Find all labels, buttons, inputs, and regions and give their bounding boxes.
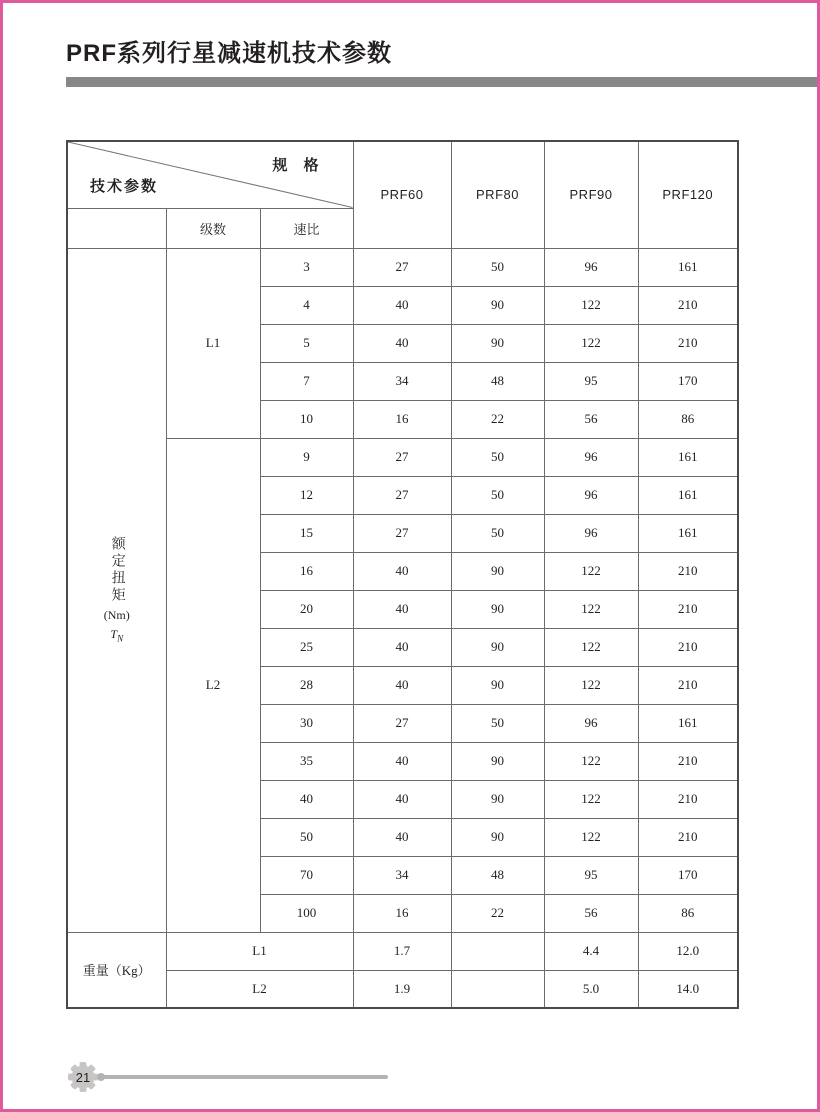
value-cell: 40: [353, 286, 451, 324]
ratio-cell: 5: [260, 324, 353, 362]
value-cell: 90: [451, 590, 544, 628]
page-number: 21: [75, 1070, 91, 1085]
value-cell: 40: [353, 742, 451, 780]
value-cell: 210: [638, 324, 738, 362]
torque-symbol: $T_N$: [110, 627, 124, 644]
ratio-cell: 35: [260, 742, 353, 780]
ratio-cell: 9: [260, 438, 353, 476]
value-cell: 210: [638, 818, 738, 856]
value-cell: 48: [451, 856, 544, 894]
ratio-cell: 28: [260, 666, 353, 704]
ratio-cell: 25: [260, 628, 353, 666]
column-header-prf90: PRF90: [544, 141, 638, 248]
value-cell: 50: [451, 476, 544, 514]
value-cell: 27: [353, 248, 451, 286]
value-cell: 122: [544, 628, 638, 666]
value-cell: 210: [638, 780, 738, 818]
value-cell: 96: [544, 438, 638, 476]
ratio-cell: 16: [260, 552, 353, 590]
ratio-cell: 15: [260, 514, 353, 552]
column-header-prf80: PRF80: [451, 141, 544, 248]
value-cell: 40: [353, 780, 451, 818]
value-cell: 95: [544, 362, 638, 400]
value-cell: 96: [544, 248, 638, 286]
stage-cell: L2: [166, 438, 260, 932]
gear-icon: [67, 1061, 99, 1093]
weight-value-cell: 1.9: [353, 970, 451, 1008]
value-cell: 27: [353, 704, 451, 742]
value-cell: 161: [638, 476, 738, 514]
weight-value-cell: 1.7: [353, 932, 451, 970]
ratio-cell: 30: [260, 704, 353, 742]
weight-value-cell: 5.0: [544, 970, 638, 1008]
value-cell: 90: [451, 286, 544, 324]
value-cell: 122: [544, 590, 638, 628]
torque-label: [68, 536, 166, 643]
ratio-cell: 4: [260, 286, 353, 324]
value-cell: 50: [451, 438, 544, 476]
empty-header-cell: [67, 208, 166, 248]
gear-page-badge: [67, 1061, 99, 1093]
value-cell: 90: [451, 742, 544, 780]
page-footer: [3, 1055, 820, 1100]
weight-stage-cell: L1: [166, 932, 353, 970]
specs-table: [66, 140, 739, 1009]
value-cell: 90: [451, 324, 544, 362]
value-cell: 40: [353, 818, 451, 856]
value-cell: 170: [638, 856, 738, 894]
value-cell: 27: [353, 476, 451, 514]
table-header-row-1: [67, 141, 738, 208]
value-cell: 161: [638, 438, 738, 476]
value-cell: 210: [638, 666, 738, 704]
value-cell: 86: [638, 400, 738, 438]
value-cell: 50: [451, 704, 544, 742]
value-cell: 170: [638, 362, 738, 400]
weight-row: [67, 970, 738, 1008]
ratio-cell: 70: [260, 856, 353, 894]
value-cell: 40: [353, 324, 451, 362]
ratio-cell: 50: [260, 818, 353, 856]
value-cell: 50: [451, 514, 544, 552]
value-cell: 96: [544, 476, 638, 514]
value-cell: 86: [638, 894, 738, 932]
column-header-prf60: PRF60: [353, 141, 451, 248]
value-cell: 56: [544, 400, 638, 438]
value-cell: 22: [451, 894, 544, 932]
value-cell: 122: [544, 742, 638, 780]
weight-stage-cell: L2: [166, 970, 353, 1008]
torque-unit: (Nm): [103, 608, 130, 623]
torque-label-text: 额定扭矩: [109, 536, 125, 605]
value-cell: 90: [451, 552, 544, 590]
ratio-header: 速比: [260, 208, 353, 248]
value-cell: 16: [353, 400, 451, 438]
value-cell: 95: [544, 856, 638, 894]
value-cell: 96: [544, 704, 638, 742]
value-cell: 210: [638, 286, 738, 324]
ratio-cell: 10: [260, 400, 353, 438]
ratio-cell: 7: [260, 362, 353, 400]
ratio-cell: 12: [260, 476, 353, 514]
weight-value-cell: [451, 932, 544, 970]
ratio-cell: 100: [260, 894, 353, 932]
title-underline-bar: [66, 77, 817, 87]
value-cell: 90: [451, 818, 544, 856]
value-cell: 22: [451, 400, 544, 438]
value-cell: 56: [544, 894, 638, 932]
ratio-cell: 40: [260, 780, 353, 818]
value-cell: 161: [638, 248, 738, 286]
value-cell: 48: [451, 362, 544, 400]
spec-column-label: 规 格: [272, 157, 325, 174]
value-cell: 161: [638, 514, 738, 552]
ratio-cell: 20: [260, 590, 353, 628]
weight-value-cell: 4.4: [544, 932, 638, 970]
value-cell: 210: [638, 742, 738, 780]
page-title: PRF系列行星减速机技术参数: [66, 40, 392, 67]
torque-label-cell: [67, 248, 166, 932]
value-cell: 90: [451, 628, 544, 666]
value-cell: 27: [353, 514, 451, 552]
value-cell: 40: [353, 628, 451, 666]
value-cell: 34: [353, 362, 451, 400]
value-cell: 16: [353, 894, 451, 932]
value-cell: 210: [638, 628, 738, 666]
value-cell: 122: [544, 666, 638, 704]
weight-value-cell: 12.0: [638, 932, 738, 970]
tech-params-label: 技术参数: [90, 177, 159, 195]
weight-value-cell: [451, 970, 544, 1008]
value-cell: 27: [353, 438, 451, 476]
weight-value-cell: 14.0: [638, 970, 738, 1008]
weight-row: [67, 932, 738, 970]
value-cell: 122: [544, 780, 638, 818]
value-cell: 34: [353, 856, 451, 894]
value-cell: 122: [544, 286, 638, 324]
footer-line: [103, 1075, 388, 1079]
value-cell: 210: [638, 590, 738, 628]
value-cell: 122: [544, 324, 638, 362]
table-row: [67, 438, 738, 476]
value-cell: 210: [638, 552, 738, 590]
value-cell: 40: [353, 666, 451, 704]
ratio-cell: 3: [260, 248, 353, 286]
value-cell: 90: [451, 666, 544, 704]
value-cell: 161: [638, 704, 738, 742]
value-cell: 40: [353, 552, 451, 590]
stage-header: 级数: [166, 208, 260, 248]
value-cell: 122: [544, 552, 638, 590]
value-cell: 50: [451, 248, 544, 286]
column-header-prf120: PRF120: [638, 141, 738, 248]
stage-cell: L1: [166, 248, 260, 438]
specs-table-wrap: [66, 140, 739, 1009]
value-cell: 96: [544, 514, 638, 552]
value-cell: 122: [544, 818, 638, 856]
weight-label-cell: 重量（Kg）: [67, 932, 166, 1008]
value-cell: 90: [451, 780, 544, 818]
value-cell: 40: [353, 590, 451, 628]
table-corner-cell: [67, 141, 353, 208]
table-row: [67, 248, 738, 286]
